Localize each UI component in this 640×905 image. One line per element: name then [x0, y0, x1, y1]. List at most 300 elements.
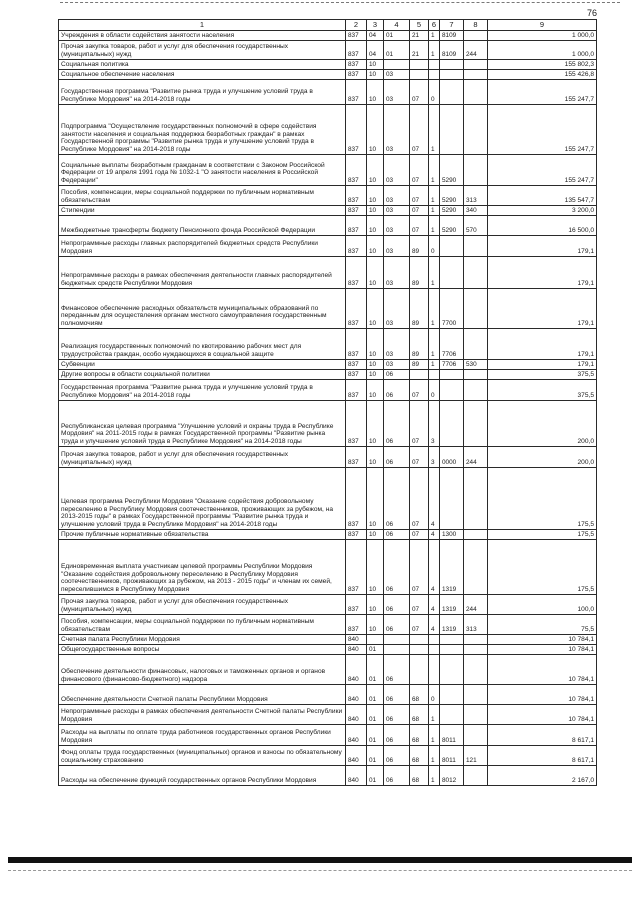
article-code: 5290	[440, 216, 464, 236]
subsection-code: 01	[384, 41, 410, 60]
subsection-code: 03	[384, 289, 410, 329]
admin-code: 837	[346, 105, 367, 155]
subsection-code: 03	[384, 155, 410, 186]
admin-code: 837	[346, 289, 367, 329]
section-code: 01	[367, 705, 384, 725]
section-code	[367, 635, 384, 645]
program-code: 89	[410, 236, 429, 257]
expense-type-code: 244	[464, 595, 488, 615]
table-row	[59, 447, 597, 468]
section-code: 10	[367, 360, 384, 370]
row-name: Пособия, компенсации, меры социальной поддержки по публичным нормативным обязательствам	[59, 615, 346, 635]
admin-code: 840	[346, 766, 367, 786]
section-code: 10	[367, 216, 384, 236]
subsection-code: 03	[384, 257, 410, 289]
subsection-code: 06	[384, 595, 410, 615]
subsection-code: 06	[384, 380, 410, 401]
admin-code: 840	[346, 725, 367, 746]
section-code: 10	[367, 289, 384, 329]
table-row	[59, 360, 597, 370]
subprogram-code	[429, 70, 440, 80]
program-code: 89	[410, 257, 429, 289]
article-code: 8109	[440, 31, 464, 41]
subsection-code: 03	[384, 236, 410, 257]
expense-type-code	[464, 725, 488, 746]
table-row	[59, 615, 597, 635]
table-row	[59, 766, 597, 786]
admin-code: 840	[346, 705, 367, 725]
expense-type-code	[464, 31, 488, 41]
subprogram-code: 1	[429, 155, 440, 186]
expense-type-code	[464, 705, 488, 725]
table-row	[59, 635, 597, 645]
row-amount: 175,5	[488, 540, 597, 595]
admin-code: 840	[346, 635, 367, 645]
subprogram-code: 3	[429, 447, 440, 468]
row-amount: 8 617,1	[488, 725, 597, 746]
table-row	[59, 685, 597, 705]
table-row	[59, 655, 597, 685]
section-code: 01	[367, 725, 384, 746]
subsection-code: 03	[384, 80, 410, 105]
section-code: 04	[367, 31, 384, 41]
row-amount: 10 784,1	[488, 645, 597, 655]
admin-code: 837	[346, 329, 367, 360]
table-row	[59, 155, 597, 186]
col-header: 6	[429, 20, 440, 31]
row-name: Финансовое обеспечение расходных обязательств муниципальных образований по переданным для осуществления органам местного самоуправления государственным полномочиям	[59, 289, 346, 329]
row-amount: 179,1	[488, 257, 597, 289]
subprogram-code: 1	[429, 216, 440, 236]
program-code: 07	[410, 206, 429, 216]
table-row	[59, 105, 597, 155]
admin-code: 837	[346, 80, 367, 105]
subprogram-code: 1	[429, 746, 440, 766]
subsection-code: 03	[384, 186, 410, 206]
row-amount: 75,5	[488, 615, 597, 635]
subsection-code: 03	[384, 105, 410, 155]
row-name: Непрограммные расходы главных распорядителей бюджетных средств Республики Мордовия	[59, 236, 346, 257]
expense-type-code	[464, 370, 488, 380]
program-code: 07	[410, 447, 429, 468]
expense-type-code: 244	[464, 41, 488, 60]
row-name: Расходы на выплаты по оплате труда работников государственных органов Республики Мордовия	[59, 725, 346, 746]
expense-type-code	[464, 635, 488, 645]
program-code: 07	[410, 380, 429, 401]
subsection-code: 06	[384, 447, 410, 468]
subsection-code: 06	[384, 615, 410, 635]
admin-code: 837	[346, 615, 367, 635]
admin-code: 837	[346, 206, 367, 216]
admin-code: 837	[346, 236, 367, 257]
row-name: Государственная программа "Развитие рынка труда и улучшение условий труда в Республике Мордовия" на 2014-2018 годы	[59, 380, 346, 401]
article-code: 5290	[440, 155, 464, 186]
program-code: 68	[410, 705, 429, 725]
row-name: Обеспечение деятельности Счетной палаты Республики Мордовия	[59, 685, 346, 705]
expense-type-code	[464, 685, 488, 705]
admin-code: 837	[346, 370, 367, 380]
table-row	[59, 289, 597, 329]
subprogram-code	[429, 635, 440, 645]
row-amount: 179,1	[488, 236, 597, 257]
row-amount: 375,5	[488, 370, 597, 380]
expense-type-code	[464, 289, 488, 329]
table-row	[59, 186, 597, 206]
expense-type-code: 121	[464, 746, 488, 766]
page-number: 76	[586, 8, 597, 18]
article-code	[440, 257, 464, 289]
row-amount: 10 784,1	[488, 655, 597, 685]
subprogram-code: 1	[429, 105, 440, 155]
budget-table	[58, 19, 597, 786]
table-row	[59, 645, 597, 655]
table-row	[59, 746, 597, 766]
expense-type-code	[464, 540, 488, 595]
col-header: 9	[488, 20, 597, 31]
expense-type-code: 530	[464, 360, 488, 370]
row-name: Единовременная выплата участникам целевой программы Республики Мордовия "Оказание содействия добровольному переселению в Республику Мордовия соотечественников, проживающих за рубежом, на 2013 - 2015 годы" и членам их семей, переселившимся в Республику Мордовия	[59, 540, 346, 595]
table-row	[59, 216, 597, 236]
section-code: 10	[367, 468, 384, 530]
program-code: 21	[410, 31, 429, 41]
row-name: Подпрограмма "Осуществление государственных полномочий в сфере содействия занятости населения и социальная поддержка безработных граждан" в рамках Государственной программы "Развитие рынка труда и улучшение условий труда в Республике Мордовия" на 2014-2018 годы	[59, 105, 346, 155]
program-code: 21	[410, 41, 429, 60]
subprogram-code: 4	[429, 540, 440, 595]
section-code: 10	[367, 105, 384, 155]
subsection-code: 06	[384, 685, 410, 705]
section-code: 01	[367, 766, 384, 786]
row-name: Обеспечение деятельности финансовых, налоговых и таможенных органов и органов финансового (финансово-бюджетного) надзора	[59, 655, 346, 685]
subprogram-code: 1	[429, 725, 440, 746]
program-code: 07	[410, 105, 429, 155]
expense-type-code	[464, 70, 488, 80]
program-code: 07	[410, 155, 429, 186]
program-code: 07	[410, 468, 429, 530]
program-code: 68	[410, 685, 429, 705]
row-name: Межбюджетные трансферты бюджету Пенсионного фонда Российской Федерации	[59, 216, 346, 236]
section-code: 01	[367, 645, 384, 655]
bottom-dashed-line	[8, 870, 632, 871]
article-code: 1319	[440, 540, 464, 595]
row-name: Целевая программа Республики Мордовия "Оказание содействия добровольному переселению в Республику Мордовия соотечественников, проживающих за рубежом, на 2013-2015 годы" в рамках Государственной программы "Развитие рынка труда и улучшение условий труда в Республике Мордовия" на 2014-2018 годы	[59, 468, 346, 530]
expense-type-code	[464, 329, 488, 360]
row-name: Расходы на обеспечение функций государственных органов Республики Мордовия	[59, 766, 346, 786]
admin-code: 837	[346, 468, 367, 530]
row-amount: 375,5	[488, 380, 597, 401]
subprogram-code: 1	[429, 186, 440, 206]
admin-code: 837	[346, 530, 367, 540]
expense-type-code: 313	[464, 615, 488, 635]
row-amount: 1 000,0	[488, 31, 597, 41]
col-header: 4	[384, 20, 410, 31]
table-row	[59, 725, 597, 746]
article-code	[440, 380, 464, 401]
expense-type-code	[464, 80, 488, 105]
admin-code: 837	[346, 186, 367, 206]
program-code: 68	[410, 766, 429, 786]
article-code: 7700	[440, 289, 464, 329]
program-code: 07	[410, 186, 429, 206]
article-code	[440, 655, 464, 685]
subprogram-code: 1	[429, 41, 440, 60]
col-header: 2	[346, 20, 367, 31]
program-code: 68	[410, 746, 429, 766]
program-code	[410, 60, 429, 70]
table-row	[59, 370, 597, 380]
article-code	[440, 685, 464, 705]
subsection-code: 06	[384, 401, 410, 447]
subprogram-code	[429, 645, 440, 655]
subprogram-code: 1	[429, 766, 440, 786]
section-code: 01	[367, 655, 384, 685]
table-row	[59, 206, 597, 216]
subsection-code: 06	[384, 766, 410, 786]
program-code	[410, 635, 429, 645]
admin-code: 837	[346, 31, 367, 41]
subprogram-code: 0	[429, 80, 440, 105]
row-amount: 175,5	[488, 530, 597, 540]
expense-type-code	[464, 105, 488, 155]
article-code: 1300	[440, 530, 464, 540]
admin-code: 837	[346, 216, 367, 236]
subsection-code: 06	[384, 468, 410, 530]
row-amount: 155 247,7	[488, 155, 597, 186]
table-header	[59, 20, 597, 31]
program-code	[410, 370, 429, 380]
admin-code: 840	[346, 746, 367, 766]
row-amount: 179,1	[488, 289, 597, 329]
subprogram-code: 1	[429, 360, 440, 370]
program-code: 89	[410, 329, 429, 360]
section-code: 04	[367, 41, 384, 60]
subprogram-code: 0	[429, 236, 440, 257]
row-name: Стипендии	[59, 206, 346, 216]
subprogram-code: 4	[429, 530, 440, 540]
row-amount: 155 802,3	[488, 60, 597, 70]
row-amount: 179,1	[488, 360, 597, 370]
section-code: 10	[367, 380, 384, 401]
program-code	[410, 655, 429, 685]
admin-code: 837	[346, 595, 367, 615]
subsection-code: 06	[384, 530, 410, 540]
program-code: 68	[410, 725, 429, 746]
row-name: Другие вопросы в области социальной политики	[59, 370, 346, 380]
row-name: Общегосударственные вопросы	[59, 645, 346, 655]
row-amount: 8 617,1	[488, 746, 597, 766]
row-name: Республиканская целевая программа "Улучшение условий и охраны труда в Республике Мордовия" на 2011-2015 годы в рамках Государственной программы "Развитие рынка труда и улучшение условий труда в Республике Мордовия" на 2014-2018 годы	[59, 401, 346, 447]
article-code	[440, 468, 464, 530]
top-dashed-line	[60, 2, 620, 3]
table-row	[59, 257, 597, 289]
article-code: 8012	[440, 766, 464, 786]
admin-code: 837	[346, 41, 367, 60]
section-code: 01	[367, 746, 384, 766]
table-row	[59, 540, 597, 595]
table-row	[59, 401, 597, 447]
subprogram-code: 4	[429, 615, 440, 635]
row-amount: 179,1	[488, 329, 597, 360]
table-row	[59, 70, 597, 80]
program-code: 07	[410, 540, 429, 595]
admin-code: 840	[346, 655, 367, 685]
table-row	[59, 80, 597, 105]
section-code: 10	[367, 540, 384, 595]
table-row	[59, 41, 597, 60]
article-code: 7706	[440, 360, 464, 370]
row-amount: 135 547,7	[488, 186, 597, 206]
section-code: 10	[367, 236, 384, 257]
admin-code: 837	[346, 401, 367, 447]
section-code: 10	[367, 80, 384, 105]
row-name: Социальные выплаты безработным гражданам в соответствии с Законом Российской Федерации от 19 апреля 1991 года № 1032-1 "О занятости населения в Российской Федерации"	[59, 155, 346, 186]
subprogram-code	[429, 655, 440, 685]
section-code: 10	[367, 60, 384, 70]
subsection-code: 06	[384, 705, 410, 725]
admin-code: 837	[346, 540, 367, 595]
expense-type-code	[464, 236, 488, 257]
expense-type-code	[464, 530, 488, 540]
row-name: Социальное обеспечение населения	[59, 70, 346, 80]
section-code: 10	[367, 206, 384, 216]
article-code	[440, 60, 464, 70]
row-amount: 155 426,8	[488, 70, 597, 80]
row-amount: 10 784,1	[488, 635, 597, 645]
row-amount: 200,0	[488, 447, 597, 468]
article-code: 0000	[440, 447, 464, 468]
program-code: 07	[410, 530, 429, 540]
article-code	[440, 70, 464, 80]
row-name: Счетная палата Республики Мордовия	[59, 635, 346, 645]
row-name: Учреждения в области содействия занятости населения	[59, 31, 346, 41]
expense-type-code	[464, 655, 488, 685]
row-amount: 100,0	[488, 595, 597, 615]
row-name: Государственная программа "Развитие рынка труда и улучшение условий труда в Республике Мордовия" на 2014-2018 годы	[59, 80, 346, 105]
expense-type-code	[464, 155, 488, 186]
article-code	[440, 80, 464, 105]
table-body	[59, 31, 597, 786]
program-code: 89	[410, 360, 429, 370]
row-name: Прочие публичные нормативные обязательства	[59, 530, 346, 540]
program-code: 07	[410, 216, 429, 236]
subprogram-code: 1	[429, 329, 440, 360]
section-code: 10	[367, 530, 384, 540]
article-code	[440, 401, 464, 447]
subsection-code: 03	[384, 360, 410, 370]
table-row	[59, 329, 597, 360]
row-name: Непрограммные расходы в рамках обеспечения деятельности главных распорядителей бюджетных средств Республики Мордовия	[59, 257, 346, 289]
subprogram-code: 3	[429, 401, 440, 447]
article-code: 8011	[440, 725, 464, 746]
col-header: 3	[367, 20, 384, 31]
row-name: Прочая закупка товаров, работ и услуг для обеспечения государственных (муниципальных) нужд	[59, 595, 346, 615]
subsection-code	[384, 645, 410, 655]
section-code: 10	[367, 186, 384, 206]
header-row	[59, 20, 597, 31]
section-code: 10	[367, 257, 384, 289]
admin-code: 837	[346, 447, 367, 468]
row-name: Прочая закупка товаров, работ и услуг для обеспечения государственных (муниципальных) нужд	[59, 41, 346, 60]
expense-type-code	[464, 380, 488, 401]
subsection-code: 03	[384, 329, 410, 360]
subsection-code: 06	[384, 370, 410, 380]
subprogram-code: 1	[429, 257, 440, 289]
table-row	[59, 530, 597, 540]
subsection-code: 03	[384, 206, 410, 216]
section-code: 10	[367, 401, 384, 447]
row-name: Реализация государственных полномочий по квотированию рабочих мест для трудоустройства граждан, особо нуждающихся в социальной защите	[59, 329, 346, 360]
row-amount: 16 500,0	[488, 216, 597, 236]
article-code: 1319	[440, 615, 464, 635]
subprogram-code: 4	[429, 468, 440, 530]
program-code: 07	[410, 595, 429, 615]
expense-type-code: 313	[464, 186, 488, 206]
article-code: 8011	[440, 746, 464, 766]
col-header: 1	[59, 20, 346, 31]
subsection-code: 06	[384, 725, 410, 746]
admin-code: 840	[346, 685, 367, 705]
subsection-code: 01	[384, 31, 410, 41]
row-amount: 155 247,7	[488, 80, 597, 105]
expense-type-code: 244	[464, 447, 488, 468]
article-code	[440, 370, 464, 380]
row-name: Пособия, компенсации, меры социальной поддержки по публичным нормативным обязательствам	[59, 186, 346, 206]
row-name: Социальная политика	[59, 60, 346, 70]
expense-type-code	[464, 766, 488, 786]
expense-type-code	[464, 645, 488, 655]
subsection-code: 06	[384, 746, 410, 766]
article-code	[440, 105, 464, 155]
col-header: 8	[464, 20, 488, 31]
row-amount: 10 784,1	[488, 685, 597, 705]
row-amount: 2 167,0	[488, 766, 597, 786]
subsection-code: 03	[384, 70, 410, 80]
expense-type-code	[464, 257, 488, 289]
table-row	[59, 468, 597, 530]
row-amount: 1 000,0	[488, 41, 597, 60]
article-code: 5290	[440, 206, 464, 216]
admin-code: 837	[346, 70, 367, 80]
section-code: 01	[367, 685, 384, 705]
expense-type-code	[464, 468, 488, 530]
section-code: 10	[367, 447, 384, 468]
subsection-code	[384, 60, 410, 70]
admin-code: 837	[346, 60, 367, 70]
program-code: 07	[410, 401, 429, 447]
subsection-code: 06	[384, 540, 410, 595]
subprogram-code: 1	[429, 31, 440, 41]
article-code: 1319	[440, 595, 464, 615]
row-amount: 3 200,0	[488, 206, 597, 216]
row-amount: 200,0	[488, 401, 597, 447]
table-row	[59, 236, 597, 257]
admin-code: 837	[346, 360, 367, 370]
row-amount: 175,5	[488, 468, 597, 530]
admin-code: 837	[346, 155, 367, 186]
row-amount: 10 784,1	[488, 705, 597, 725]
row-amount: 155 247,7	[488, 105, 597, 155]
program-code: 89	[410, 289, 429, 329]
subsection-code	[384, 635, 410, 645]
subprogram-code: 1	[429, 289, 440, 329]
col-header: 5	[410, 20, 429, 31]
article-code	[440, 705, 464, 725]
expense-type-code: 340	[464, 206, 488, 216]
subprogram-code: 1	[429, 705, 440, 725]
bottom-scan-border	[8, 857, 632, 863]
article-code	[440, 645, 464, 655]
row-name: Прочая закупка товаров, работ и услуг для обеспечения государственных (муниципальных) нужд	[59, 447, 346, 468]
section-code: 10	[367, 370, 384, 380]
